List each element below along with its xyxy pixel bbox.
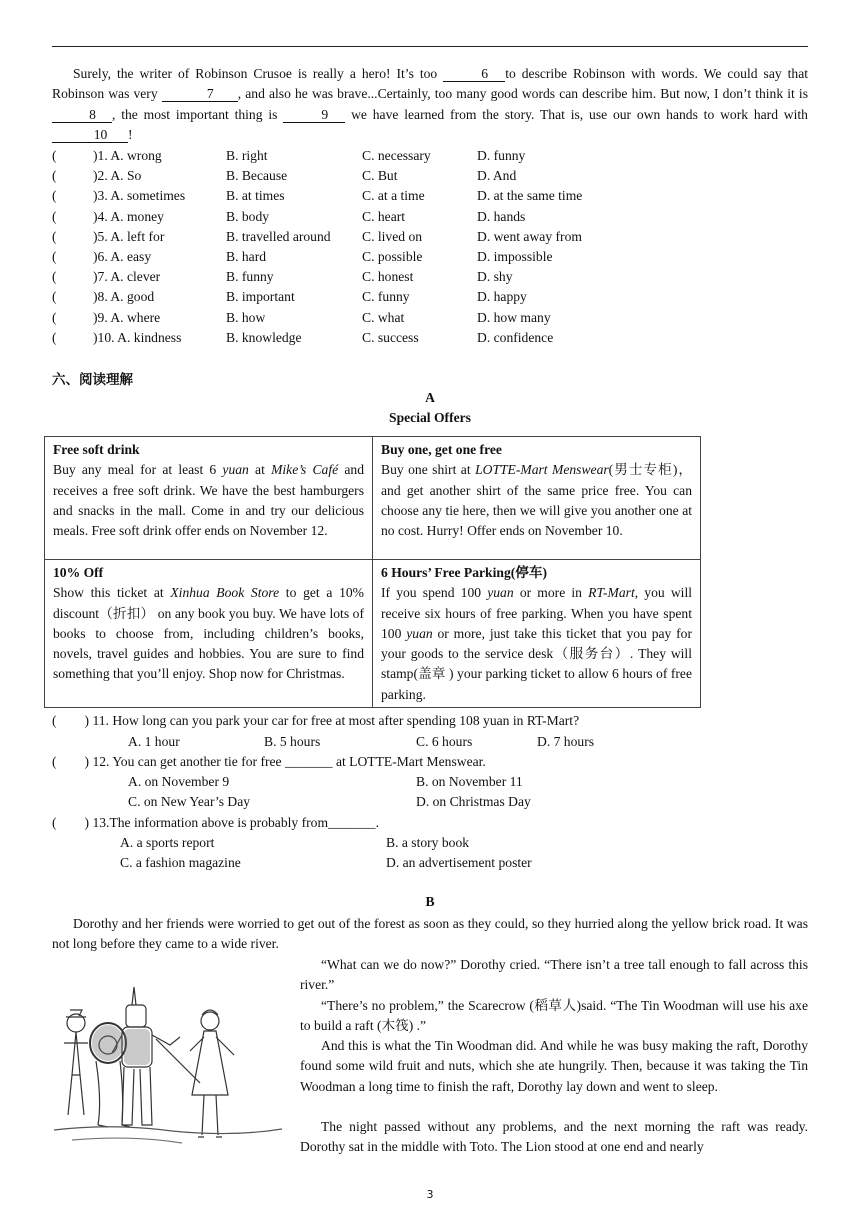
q13-option-a: A. a sports report <box>120 835 215 850</box>
option-c: C. success <box>362 329 419 345</box>
cloze-blank-6: 6 <box>443 66 505 82</box>
option-a: )1. A. wrong <box>93 148 162 163</box>
option-c: C. possible <box>362 248 423 264</box>
option-d: D. funny <box>477 148 526 163</box>
option-a: )7. A. clever <box>93 269 161 285</box>
story-paragraph-3: “There’s no problem,” the Scarecrow (稻草人)said. “The Tin Woodman will use his axe to build a raft (木筏) .” <box>300 998 808 1034</box>
question-11: ( ) 11. How long can you park your car for free at most after spending 108 yuan in RT-Mart? <box>52 713 580 728</box>
cloze-passage <box>52 64 808 145</box>
option-a: )6. A. easy <box>93 248 152 264</box>
cloze-blank-10: 10 <box>52 127 128 143</box>
cloze-option-row <box>52 227 808 247</box>
option-d: D. And <box>477 168 517 184</box>
cloze-option-row <box>52 247 808 267</box>
option-c: C. what <box>362 309 405 325</box>
story-paragraph-4: And this is what the Tin Woodman did. And while he was busy making the raft, Dorothy found some wild fruit and nuts, which she ate hungrily. Then, because it was taking the Tin Woodman a long time to finish the raft, Dorothy lay down and went to sleep. <box>300 1038 808 1094</box>
offer-book-discount <box>45 560 373 708</box>
offer-body: Buy any meal for at least 6 yuan at Mike’s Café and receives a free soft drink. We have the best hamburgers and snacks in the mall. Come in and try our delicious meals. Free soft drink offer ends on November 12. <box>53 462 364 539</box>
cloze-option-row <box>52 166 808 186</box>
part-a-label: A <box>425 390 435 405</box>
option-d: D. hands <box>477 208 526 224</box>
option-d: D. confidence <box>477 329 554 345</box>
option-b: B. funny <box>226 269 274 285</box>
page-number: 3 <box>426 1188 434 1201</box>
cloze-option-row <box>52 308 808 328</box>
option-b: B. important <box>226 289 295 305</box>
offer-body: Buy one shirt at LOTTE-Mart Menswear(男士专柜)，and get another shirt of the same price free. You can choose any tie here, then we will give you another one at no cost. Hurry! Offer ends on November 10. <box>381 462 692 539</box>
q11-option-a: A. 1 hour <box>128 734 180 749</box>
answer-paren: ( <box>52 269 57 285</box>
option-b: B. Because <box>226 168 288 184</box>
option-b: B. how <box>226 309 266 325</box>
q11-option-b: B. 5 hours <box>264 734 321 749</box>
option-a: )2. A. So <box>93 168 142 184</box>
option-d: D. at the same time <box>477 188 583 204</box>
option-b: B. body <box>226 208 270 224</box>
offer-bogo-shirt <box>373 437 701 560</box>
q13-option-d: D. an advertisement poster <box>386 855 532 870</box>
offer-title: Free soft drink <box>53 442 140 457</box>
option-b: B. right <box>226 148 268 163</box>
option-b: B. knowledge <box>226 329 302 345</box>
option-a: )5. A. left for <box>93 228 165 244</box>
cloze-option-row <box>52 287 808 307</box>
cloze-text: to describe Robinson with words. We could say that Robinson was very <box>52 66 809 102</box>
offer-body: If you spend 100 yuan or more in RT-Mart, you will receive six hours of free parking. When you have spent 100 yuan or more, just take this ticket that you pay for your goods to the service desk（服务台）. They will stamp(盖章 ) your parking ticket to allow 6 hours of free parking. <box>381 585 692 702</box>
cloze-option-row <box>52 186 808 206</box>
option-d: D. impossible <box>477 248 553 264</box>
option-d: D. happy <box>477 289 527 305</box>
story-illustration <box>52 965 284 1160</box>
part-b-label: B <box>425 894 435 909</box>
option-c: C. lived on <box>362 228 423 244</box>
option-c: C. at a time <box>362 188 425 204</box>
story-paragraph-5: The night passed without any problems, and the next morning the raft was ready. Dorothy sat in the middle with Toto. The Lion stood at one end and nearly <box>300 1119 808 1155</box>
cloze-blank-8: 8 <box>52 107 112 123</box>
option-d: D. went away from <box>477 228 582 244</box>
cloze-text: , the most important thing is <box>112 106 278 122</box>
option-c: C. But <box>362 168 398 184</box>
offer-title: 6 Hours’ Free Parking(停车) <box>381 565 547 580</box>
offer-free-drink <box>45 437 373 560</box>
cloze-options <box>52 146 808 348</box>
option-d: D. how many <box>477 309 551 325</box>
answer-paren: ( <box>52 188 57 204</box>
q13-option-b: B. a story book <box>386 835 470 850</box>
question-12: ( ) 12. You can get another tie for free _______ at LOTTE-Mart Menswear. <box>52 754 486 769</box>
answer-paren: ( <box>52 309 57 325</box>
offer-title: 10% Off <box>53 565 104 580</box>
option-c: C. funny <box>362 289 410 305</box>
offer-body: Show this ticket at Xinhua Book Store to get a 10% discount（折扣） on any book you buy. We have lots of books to choose from, including children’s books, novels, travel guides and hobbies. You are sure to find something that you’ll enjoy. Shop now for Christmas. <box>53 585 364 682</box>
q13-option-c: C. a fashion magazine <box>120 855 241 870</box>
top-rule <box>52 46 808 47</box>
q11-option-d: D. 7 hours <box>537 734 595 749</box>
answer-paren: ( <box>52 148 57 163</box>
q12-option-d: D. on Christmas Day <box>416 794 531 809</box>
offer-free-parking <box>373 560 701 708</box>
part-a-title: Special Offers <box>389 410 471 425</box>
option-a: )4. A. money <box>93 208 164 224</box>
answer-paren: ( <box>52 208 57 224</box>
offers-table <box>44 436 701 708</box>
section-heading: 六、阅读理解 <box>52 372 133 388</box>
cloze-option-row <box>52 267 808 287</box>
q12-option-c: C. on New Year’s Day <box>128 794 251 809</box>
option-c: C. heart <box>362 208 406 224</box>
answer-paren: ( <box>52 168 57 184</box>
option-a: )9. A. where <box>93 309 161 325</box>
option-a: )10. A. kindness <box>93 329 182 345</box>
question-13: ( ) 13.The information above is probably from_______. <box>52 815 380 830</box>
q12-option-a: A. on November 9 <box>128 774 230 789</box>
story-paragraph-1: Dorothy and her friends were worried to get out of the forest as soon as they could, so they hurried along the yellow brick road. It was not long before they came to a wide river. <box>52 916 808 952</box>
answer-paren: ( <box>52 228 57 244</box>
answer-paren: ( <box>52 289 57 305</box>
cloze-blank-9: 9 <box>283 107 345 123</box>
option-a: )3. A. sometimes <box>93 188 186 204</box>
cloze-text: ! <box>128 126 133 142</box>
option-a: )8. A. good <box>93 289 155 305</box>
cloze-option-row <box>52 207 808 227</box>
cloze-blank-7: 7 <box>162 86 238 102</box>
option-c: C. honest <box>362 269 414 285</box>
q12-option-b: B. on November 11 <box>416 774 523 789</box>
option-c: C. necessary <box>362 148 431 163</box>
cloze-option-row <box>52 328 808 348</box>
option-b: B. travelled around <box>226 228 331 244</box>
cloze-text: , and also he was brave...Certainly, too many good words can describe him. But now, I don’t think it is <box>237 86 808 102</box>
cloze-text: Surely, the writer of Robinson Crusoe is really a hero! It’s too <box>73 66 438 81</box>
offer-title: Buy one, get one free <box>381 442 502 457</box>
cloze-text: we have learned from the story. That is, use our own hands to work hard with <box>351 106 808 122</box>
q11-option-c: C. 6 hours <box>416 734 473 749</box>
cloze-option-row <box>52 146 808 166</box>
option-d: D. shy <box>477 269 513 285</box>
option-b: B. hard <box>226 248 267 264</box>
answer-paren: ( <box>52 329 57 345</box>
story-paragraph-2: “What can we do now?” Dorothy cried. “There isn’t a tree tall enough to fall across this river.” <box>300 957 808 993</box>
answer-paren: ( <box>52 248 57 264</box>
option-b: B. at times <box>226 188 285 204</box>
